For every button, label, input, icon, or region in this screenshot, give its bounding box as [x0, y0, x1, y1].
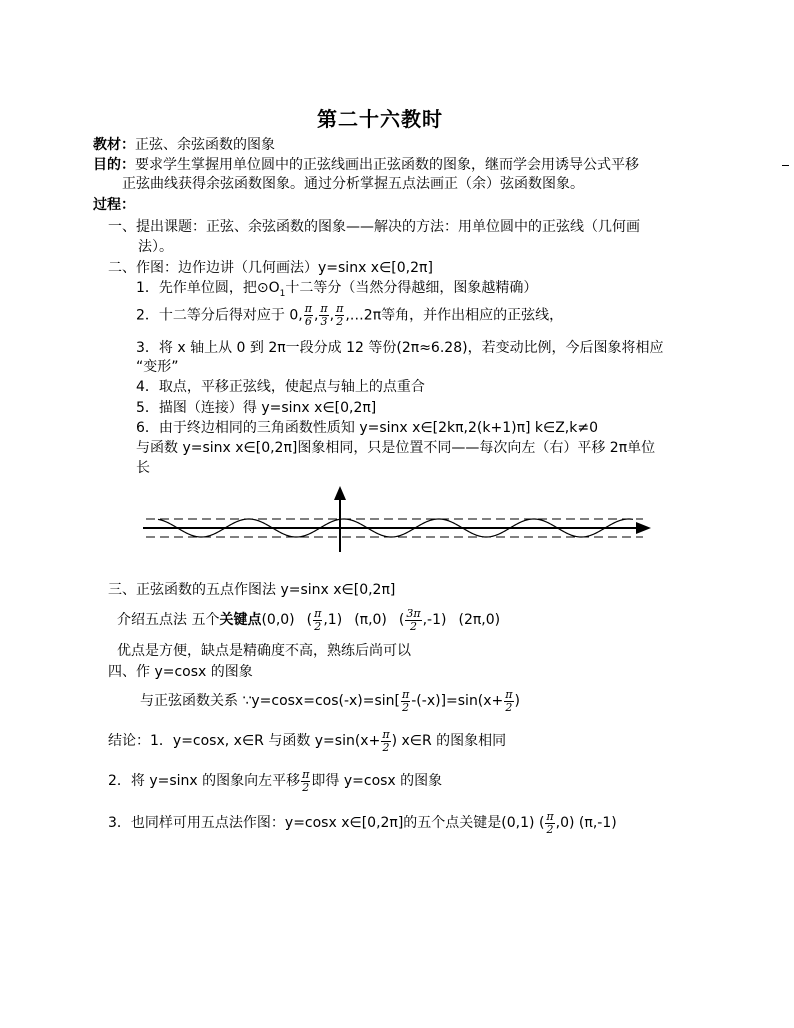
frac-num: π: [505, 687, 513, 701]
frac-num: π: [302, 767, 310, 781]
section-4-heading: 四、作 y=cosx 的图象: [108, 664, 253, 680]
frac-den: 2: [402, 700, 410, 714]
frac-num: π: [546, 809, 554, 823]
step-4: 4．取点，平移正弦线，使起点与轴上的点重合: [136, 379, 425, 395]
key-points-label: 关键点: [219, 612, 262, 628]
frac-pi-2: [313, 608, 322, 633]
conclusion-1-text-a: 结论：1．y=cosx, x∈R 与函数 y=sin(x+: [108, 733, 381, 749]
margin-mark: [782, 165, 789, 166]
step-7-line-2: 长: [136, 460, 150, 476]
guocheng-label: 过程：: [93, 197, 135, 213]
frac-pi-2: [504, 689, 513, 714]
conclusion-2-text-b: 即得 y=cosx 的图象: [311, 773, 443, 789]
paren: (: [306, 612, 313, 628]
relation-text-a: 与正弦函数关系 ∵y=cosx=cos(-x)=sin[: [140, 693, 401, 709]
step-1-text-a: 1．先作单位圆，把⊙O: [136, 280, 280, 296]
sine-curve-graph: [138, 482, 658, 552]
jiaocai-text: 正弦、余弦函数的图象: [135, 137, 275, 153]
page-title: 第二十六教时: [317, 107, 443, 131]
frac-3pi-2: [405, 608, 421, 633]
x-axis-arrow: [636, 522, 651, 534]
relation-line: [140, 686, 520, 716]
conclusion-2: [108, 766, 442, 796]
frac-pi-2: [335, 303, 344, 328]
mude-line: [93, 156, 639, 174]
frac-den: 2: [314, 619, 322, 633]
step-3-line-2: “变形”: [136, 359, 179, 375]
five-point-note: 优点是方便，缺点是精确度不高，熟练后尚可以: [117, 643, 411, 659]
frac-den: 2: [409, 619, 417, 633]
step-1-subscript: 1: [279, 288, 286, 299]
frac-den: 6: [304, 315, 312, 328]
five-point-intro: [117, 606, 500, 634]
point-1-tail: ,1): [323, 612, 343, 628]
frac-pi-2: [401, 689, 410, 714]
frac-num: 3π: [406, 606, 421, 620]
frac-pi-2: [301, 769, 310, 794]
frac-num: π: [320, 302, 328, 315]
frac-pi-2: [381, 729, 390, 754]
frac-num: π: [402, 687, 410, 701]
conclusion-1-text-b: ) x∈R 的图象相同: [391, 733, 507, 749]
step-5: 5．描图（连接）得 y=sinx x∈[0,2π]: [136, 400, 377, 416]
relation-text-c: ): [514, 693, 520, 709]
relation-text-b: -(-x)]=sin(x+: [411, 693, 504, 709]
section-2-heading: 二、作图：边作边讲（几何画法）y=sinx x∈[0,2π]: [108, 260, 433, 276]
frac-den: 2: [382, 740, 390, 754]
step-1: [136, 279, 537, 303]
point-4: (2π,0): [458, 612, 501, 628]
y-axis-arrow: [334, 486, 346, 500]
mude-text-1: 要求学生掌握用单位圆中的正弦线画出正弦函数的图象，继而学会用诱导公式平移: [135, 157, 639, 173]
jiaocai-label: 教材：: [93, 137, 135, 153]
point-2: (π,0): [354, 612, 387, 628]
point-3-tail: ,-1): [422, 612, 447, 628]
intro-text: 介绍五点法 五个: [117, 612, 220, 628]
frac-den: 2: [546, 822, 554, 836]
frac-num: π: [304, 302, 312, 315]
step-2: 2．十二等分后得对应于 0, $\frac{\pi}{6}$ , $\frac{\pi}{3}$ , $\frac{\pi}{2}$ ,…2π等角，并作出相应的正弦线，: [136, 302, 564, 328]
frac-num: π: [314, 606, 322, 620]
step-2-text-b: …2π等角，并作出相应的正弦线，: [349, 307, 564, 324]
mude-text-2: 正弦曲线获得余弦函数图象。通过分析掌握五点法画正（余）弦函数图象。: [122, 176, 584, 192]
section-1-line-1: 一、提出课题：正弦、余弦函数的图象——解决的方法：用单位圆中的正弦线（几何画: [108, 219, 640, 235]
frac-den: 2: [302, 780, 310, 794]
frac-pi-2: [545, 811, 554, 836]
conclusion-3-text-a: 3．也同样可用五点法作图：y=cosx x∈[0,2π]的五个点关键是(0,1) (: [108, 815, 545, 831]
jiaocai-line: [93, 136, 275, 154]
frac-pi-3: [319, 303, 328, 328]
conclusion-3-text-b: ,0) (π,-1): [555, 815, 617, 831]
frac-num: π: [382, 727, 390, 741]
mude-label: 目的：: [93, 157, 135, 173]
step-2-text-a: 2．十二等分后得对应于 0,: [136, 307, 303, 324]
conclusion-1: [108, 726, 506, 756]
frac-den: 2: [505, 700, 513, 714]
paren: (: [398, 612, 405, 628]
step-7-line-1: 与函数 y=sinx x∈[0,2π]图象相同，只是位置不同——每次向左（右）平移 2π单位: [136, 440, 656, 456]
step-6: 6．由于终边相同的三角函数性质知 y=sinx x∈[2kπ,2(k+1)π] k∈Z,k≠0: [136, 420, 599, 436]
frac-pi-6: [304, 303, 313, 328]
frac-num: π: [336, 302, 344, 315]
conclusion-3: [108, 808, 617, 838]
conclusion-2-text-a: 2．将 y=sinx 的图象向左平移: [108, 773, 301, 789]
point-0: (0,0): [261, 612, 295, 628]
frac-den: 3: [320, 315, 328, 328]
frac-den: 2: [336, 315, 344, 328]
section-1-line-2: 法）。: [138, 239, 173, 255]
step-1-text-b: 十二等分（当然分得越细，图象越精确）: [285, 280, 538, 296]
section-3-heading: 三、正弦函数的五点作图法 y=sinx x∈[0,2π]: [108, 582, 396, 598]
step-3-line-1: 3．将 x 轴上从 0 到 2π一段分成 12 等份(2π≈6.28)，若变动比例，今后图象将相应: [136, 340, 664, 356]
